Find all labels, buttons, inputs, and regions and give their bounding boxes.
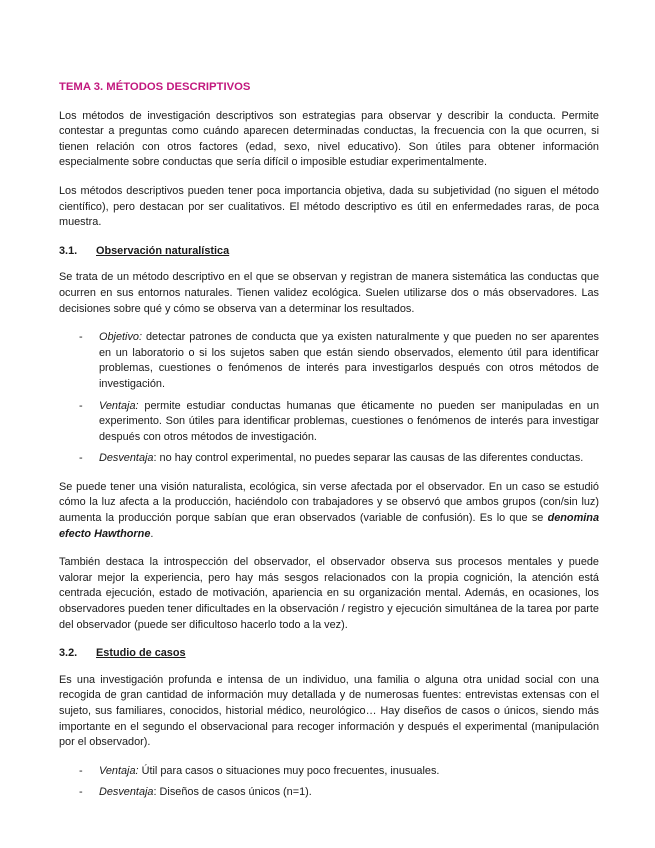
bullet-text: : no hay control experimental, no puedes separar las causas de las diferentes conductas. bbox=[153, 452, 584, 465]
bullet-dash: - bbox=[79, 786, 83, 799]
bullet-text: : Diseños de casos únicos (n=1). bbox=[153, 786, 312, 799]
list-item bbox=[59, 785, 599, 801]
hawthorne-term: denomina efecto Hawthorne bbox=[59, 512, 599, 540]
hawthorne-end: . bbox=[150, 527, 154, 540]
list-item bbox=[59, 330, 599, 392]
list-item bbox=[59, 451, 599, 467]
bullet-text: Útil para casos o situaciones muy poco frecuentes, inusuales. bbox=[138, 764, 440, 777]
bullet-label: Ventaja: bbox=[99, 399, 139, 412]
hawthorne-text: Se puede tener una visión naturalista, ecológica, sin verse afectada por el observador. En un caso se estudió cómo la luz afecta a la producción, haciéndolo con trabajadores y se observó que ambos grupos (con/sin luz) aumenta la producción porque sabían que eran observados (variable de confusión). Es lo que se bbox=[59, 480, 599, 525]
bullet-dash: - bbox=[79, 399, 83, 412]
intro-paragraph-2: Los métodos descriptivos pueden tener poca importancia objetiva, dada su subjetividad (no siguen el método científico), pero destacan por ser cualitativos. El método descriptivo es útil en enfermedades raras, de poca muestra. bbox=[59, 184, 599, 229]
bullet-dash: - bbox=[79, 764, 83, 777]
bullet-text: permite estudiar conductas humanas que éticamente no pueden ser manipuladas en un experimento. Son útiles para identificar problemas, cuestiones o fenómenos de interés para investigar después con otros métodos de investigación. bbox=[99, 399, 599, 443]
section-3-2-bullet-list bbox=[59, 764, 599, 801]
section-title: Estudio de casos bbox=[96, 647, 186, 660]
intro-paragraph-1: Los métodos de investigación descriptivos son estrategias para observar y describir la conducta. Permite contestar a preguntas como cuándo aparecen determinadas conductas, la frecuencia con la que ocurren, si tienen relación con otros factores (edad, sexo, nivel educativo). Son útiles para obtener información especialmente sobre conductas que sería difícil o imposible estudiar experimentalmente. bbox=[59, 109, 599, 169]
section-3-2-paragraph: Es una investigación profunda e intensa de un individuo, una familia o alguna otra unidad social con una recogida de gran cantidad de información muy detallada y de numerosas fuentes: entrevistas extensas con el sujeto, sus familiares, conocidos, historial médico, neurológico… Hay diseños de casos o únicos, siendo más importante en el segundo el observacional para recoger información y después el experimental (manipulación por el observador). bbox=[59, 673, 599, 749]
page-title: TEMA 3. MÉTODOS DESCRIPTIVOS bbox=[59, 81, 251, 93]
bullet-label: Objetivo: bbox=[99, 331, 142, 344]
list-item bbox=[59, 764, 599, 780]
bullet-dash: - bbox=[79, 452, 83, 465]
bullet-label: Desventaja bbox=[99, 786, 154, 799]
document-page bbox=[59, 80, 599, 814]
bullet-text: detectar patrones de conducta que ya existen naturalmente y que pueden no ser aparentes en un laboratorio o si los sujetos saben que están siendo observados, elemento útil para identificar problemas, cuestiones o fenómenos de interés para investigarlos después con otros métodos de investigación. bbox=[99, 331, 599, 390]
section-heading-3-1 bbox=[59, 244, 599, 260]
section-3-1-bullet-list bbox=[59, 330, 599, 467]
list-item bbox=[59, 399, 599, 446]
introspection-paragraph: También destaca la introspección del observador, el observador observa sus procesos mentales y puede valorar mejor la experiencia, pero hay más sesgos relacionados con la propia cognición, la atención está centrada ejecución, estado de motivación, apariencia en su organización mental. Además, en ocasiones, los observadores pueden tener dificultades en la observación / registro y ejecución simultánea de la tarea por parte del observador (puede ser dificultoso hacerlo todo a la vez). bbox=[59, 556, 599, 631]
hawthorne-paragraph bbox=[59, 480, 599, 542]
section-heading-3-2 bbox=[59, 646, 599, 662]
section-number: 3.1. bbox=[59, 244, 78, 257]
bullet-label: Desventaja bbox=[99, 452, 154, 465]
section-title: Observación naturalística bbox=[96, 244, 230, 257]
bullet-dash: - bbox=[79, 331, 83, 344]
section-number: 3.2. bbox=[59, 647, 78, 660]
bullet-label: Ventaja: bbox=[99, 764, 139, 777]
section-3-1-paragraph: Se trata de un método descriptivo en el que se observan y registran de manera sistemática las conductas que ocurren en sus entornos naturales. Tienen validez ecológica. Suelen utilizarse dos o más observadores. Las decisiones sobre qué y cómo se observa van a determinar los resultados. bbox=[59, 271, 599, 315]
